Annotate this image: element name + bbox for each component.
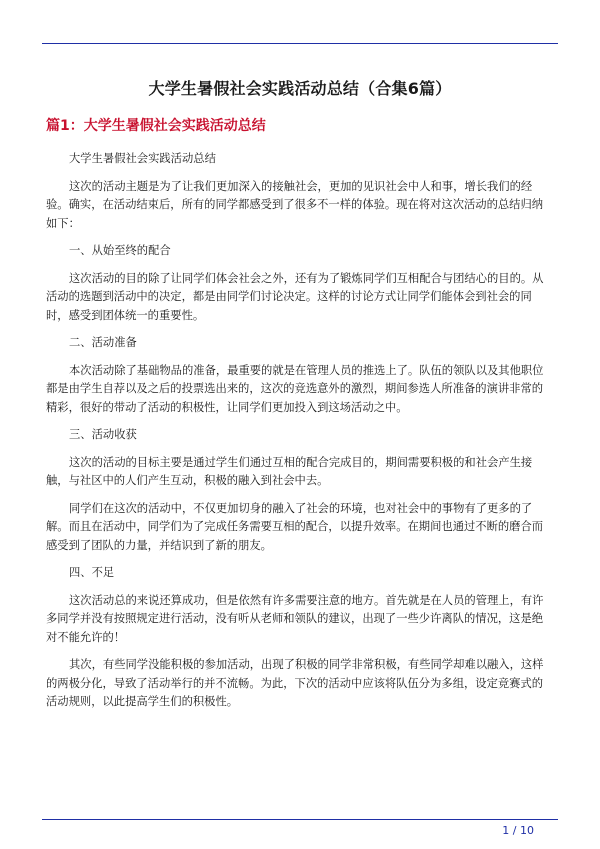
body-paragraph: 大学生暑假社会实践活动总结: [69, 152, 216, 165]
header-rule: [42, 43, 558, 44]
subsection-heading: 三、活动收获: [69, 428, 137, 441]
footer-rule: [42, 819, 558, 820]
body-paragraph: 同学们在这次的活动中，不仅更加切身的融入了社会的环境，也对社会中的事物有了更多的了解。而且在活动中，同学们为了完成任务需要互相的配合，以提升效率。在期间也通过不断的磨合而感受到了团队的力量，并结识到了新的朋友。: [46, 501, 544, 552]
subsection-heading: 二、活动准备: [69, 336, 137, 349]
subsection-heading: 一、从始至终的配合: [69, 244, 171, 257]
body-paragraph: 其次，有些同学没能积极的参加活动，出现了积极的同学非常积极，有些同学却难以融入，这样的两极分化，导致了活动举行的并不流畅。为此，下次的活动中应该将队伍分为多组，设定竞赛式的活动规则，以此提高学生们的积极性。: [46, 658, 544, 708]
section-title: 篇1：大学生暑假社会实践活动总结: [46, 118, 266, 134]
page-number: 1 / 10: [502, 824, 534, 837]
body-paragraph: 这次的活动的目标主要是通过学生们通过互相的配合完成目的，期间需要积极的和社会产生接触，与社区中的人们产生互动，积极的融入到社会中去。: [46, 455, 533, 487]
body-paragraph: 这次活动的目的除了让同学们体会社会之外，还有为了锻炼同学们互相配合与团结心的目的。从活动的选题到活动中的决定，都是由同学们讨论决定。这样的讨论方式让同学们能体会到社会的同时，感受到团体统一的重要性。: [46, 271, 544, 322]
body-paragraph: 本次活动除了基础物品的准备，最重要的就是在管理人员的推选上了。队伍的领队以及其他职位都是由学生自荐以及之后的投票选出来的，这次的竞选意外的激烈，期间参选人所准备的演讲非常的精彩，很好的带动了活动的积极性，让同学们更加投入到这场活动之中。: [46, 363, 544, 414]
subsection-heading: 四、不足: [69, 566, 115, 579]
document-body: [46, 150, 554, 721]
document-title: 大学生暑假社会实践活动总结（合集6篇）: [148, 79, 452, 98]
body-paragraph: 这次活动总的来说还算成功，但是依然有许多需要注意的地方。首先就是在人员的管理上，有许多同学并没有按照规定进行活动，没有听从老师和领队的建议，出现了一些少许离队的情况，这是绝对不能允许的！: [46, 593, 544, 644]
body-paragraph: 这次的活动主题是为了让我们更加深入的接触社会，更加的见识社会中人和事，增长我们的经验。确实，在活动结束后，所有的同学都感受到了很多不一样的体验。现在将对这次活动的总结归纳如下：: [46, 179, 544, 230]
